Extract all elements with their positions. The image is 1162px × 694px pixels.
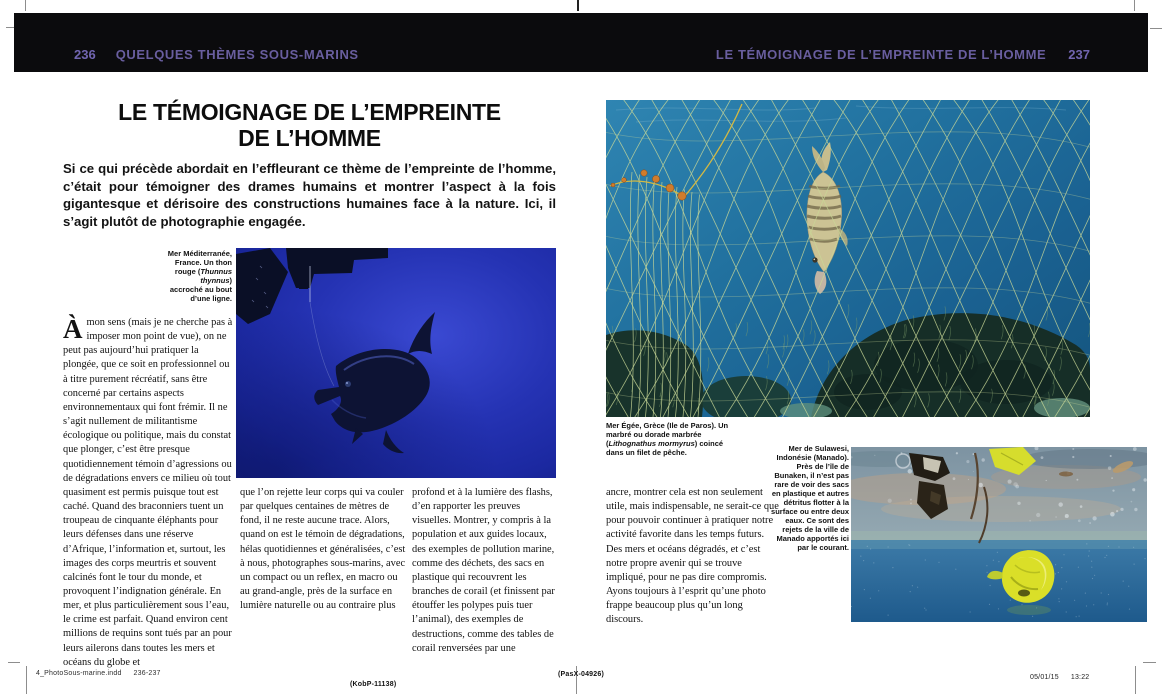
body-column-2: que l’on rejette leur corps qui va couler par quelques centaines de mètres de fond, il ne reste aucune trace. Alors, quand on est le témoin de dégradations, hélas quotidiennes et généralisées, c’est à nous, photographes sous-marins, avec un compact ou un reflex, en macro ou au grand-angle, près de la surface en lumière naturelle ou au contraire plus (240, 487, 406, 612)
footer-filename (36, 670, 161, 677)
caption-tuna (166, 249, 232, 303)
photo-bag-svg (851, 447, 1147, 622)
chapter-title-left: QUELQUES THÈMES SOUS-MARINS (115, 47, 359, 62)
footer-page-range: 236-237 (133, 670, 161, 677)
caption-net (606, 421, 739, 457)
running-head-right (716, 47, 1090, 62)
body-column-4: ancre, montrer cela est non seulement utile, mais indispensable, ne serait-ce que pour pouvoir continuer à pratiquer notre activité favorite dans les temps futurs. Des mers et océans dégradés, et c’est notre propre avenir qui se trouve impliqué, pour ne pas dire compromis. Ayons toujours à l’esprit qu’une photo frappe beaucoup plus qu’un long discours. (606, 487, 779, 626)
crop-mark-top-right-h (1150, 28, 1162, 29)
article-title (63, 99, 556, 151)
drop-cap: À (63, 314, 83, 344)
caption-bag: Mer de Sulawesi, Indonésie (Manado). Près de l’île de Bunaken, il n’est pas rare de voir des sacs en plastique et autres détritus flotter à la surface ou entre deux eaux. Ce sont des rejets de la ville de Manado apportés ici par le courant. (771, 444, 849, 552)
photo-tuna-svg (236, 248, 556, 478)
body-column-1 (63, 316, 233, 670)
page-number-right: 237 (1068, 47, 1090, 62)
caption-net-text: Mer Égée, Grèce (Ile de Paros). Un marbré ou dorade marbrée ( (606, 421, 729, 448)
photo-bag (851, 447, 1147, 622)
crop-mark-bottom-left-h (8, 662, 20, 663)
page-number-left: 236 (74, 47, 96, 62)
crop-mark-top-left-v (25, 0, 26, 11)
caption-tuna-species: Thunnus thynnus (200, 267, 232, 285)
running-head-bar (14, 13, 1148, 72)
chapter-title-right: LE TÉMOIGNAGE DE L’EMPREINTE DE L’HOMME (715, 47, 1047, 62)
crop-mark-bottom-right-h (1143, 662, 1156, 663)
footer-datetime (1030, 674, 1089, 681)
crop-mark-bottom-right-v (1135, 666, 1136, 694)
footer-code-right: (PasX-04926) (558, 671, 604, 678)
photo-tuna (236, 248, 556, 478)
body-column-3: profond et à la lumière des flashs, d’en rapporter les preuves visuelles. Montrer, y compris à la population et aux guides locaux, des exemples de pollution marine, comme des déchets, des sacs en plastique qui recouvrent les branches de corail (et finissent par étouffer les polypes puis tuer l’animal), des exemples de destructions, comme des tables de corail renversées par une (412, 487, 555, 654)
caption-net-text-end: ) coincé dans un filet de pêche. (606, 439, 724, 457)
crop-mark-bottom-left-v (26, 666, 27, 694)
article-title-line2: DE L’HOMME (238, 125, 381, 151)
crop-mark-top-right-v (1134, 0, 1135, 11)
footer-time: 13:22 (1070, 674, 1090, 681)
under-water (851, 540, 1147, 622)
running-head-left (74, 47, 359, 62)
caption-tuna-text: Mer Méditerranée, France. Un thon rouge ( (167, 249, 232, 276)
photo-net (606, 100, 1090, 417)
footer-file-text: 4_PhotoSous-marine.indd (36, 670, 122, 677)
footer-date: 05/01/15 (1030, 674, 1059, 681)
caption-net-species: Lithognathus mormyrus (608, 439, 695, 448)
crop-mark-top-center (577, 0, 579, 11)
footer-code-left: (KobP-11138) (350, 681, 397, 688)
intro-paragraph: Si ce qui précède abordait en l’effleurant ce thème de l’empreinte de l’homme, c’était pour témoigner des drames humains et montrer l’aspect à la fois gigantesque et dérisoire des constructions humaines face à la nature. Ici, il s’agit plutôt de photographie engagée. (63, 161, 556, 229)
body-text-1: mon sens (mais je ne cherche pas à imposer mon point de vue), on ne peut pas aujourd’hui pratiquer la plongée, que ce soit en professionnel ou à titre purement récréatif, sans être concerné par certains aspects environnementaux qui font frémir. Il ne s’agit nullement de militantisme écologique ou politique, mais du constat que plonger, c’est être presque quotidiennement témoin d’agressions ou de dégradations envers ce milieu où tout quasiment est permis puisque tout est caché. Quand des braconniers tuent un troupeau de cinquante éléphants pour leurs défenses dans une réserve d’Afrique, l’information et, surtout, les images des corps meurtris et souvent calcinés font le tour du monde, et provoquent l’indignation générale. En mer, et plus particulièrement sous l’eau, le crime est parfait. Quand environ cent millions de requins sont tués par an pour leurs ailerons dans toutes les mers et océans du globe et (63, 317, 233, 668)
article-title-line1: LE TÉMOIGNAGE DE L’EMPREINTE (118, 99, 501, 125)
caption-tuna-text-end: ) accroché au bout d’une ligne. (169, 276, 232, 303)
photo-net-svg (606, 100, 1090, 417)
